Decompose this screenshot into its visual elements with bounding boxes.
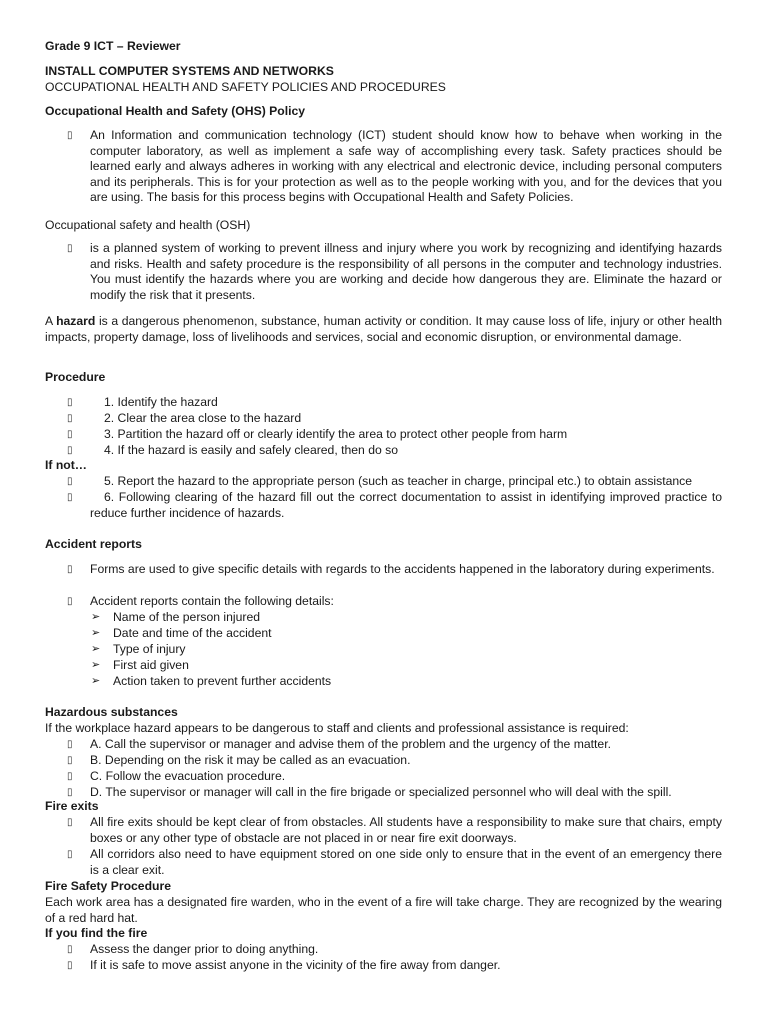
- hazardous-intro: If the workplace hazard appears to be dangerous to staff and clients and professional assistance is required:: [45, 721, 629, 735]
- arrow-bullet-icon: ➢: [91, 627, 101, 639]
- procedure-step: 1. Identify the hazard: [104, 395, 218, 409]
- arrow-bullet-icon: ➢: [91, 643, 101, 655]
- accident-heading: Accident reports: [45, 537, 142, 551]
- arrow-bullet-icon: ➢: [91, 659, 101, 671]
- bullet-icon: ▯: [67, 243, 73, 254]
- bullet-icon: ▯: [67, 739, 73, 750]
- section-title: INSTALL COMPUTER SYSTEMS AND NETWORKS: [45, 64, 334, 78]
- fire-exits-item: All corridors also need to have equipment stored on one side only to ensure that in the event of an emergency there is a clear exit.: [90, 847, 722, 877]
- accident-detail: Date and time of the accident: [113, 626, 272, 640]
- bullet-icon: ▯: [67, 596, 73, 607]
- hazardous-list: [45, 737, 722, 801]
- bullet-icon: ▯: [67, 944, 73, 955]
- fire-exits-heading: Fire exits: [45, 799, 99, 813]
- accident-detail: Name of the person injured: [113, 610, 261, 624]
- hazard-definition: [45, 314, 722, 345]
- bullet-icon: ▯: [67, 413, 73, 424]
- hazardous-item: B. Depending on the risk it may be called as an evacuation.: [90, 753, 411, 767]
- find-fire-list: [45, 942, 722, 974]
- bullet-icon: ▯: [67, 849, 73, 860]
- hazardous-item: C. Follow the evacuation procedure.: [90, 769, 286, 783]
- bullet-icon: ▯: [67, 960, 73, 971]
- procedure-step: 5. Report the hazard to the appropriate person (such as teacher in charge, principal etc.) to obtain assistance: [104, 474, 693, 488]
- fire-safety-heading: Fire Safety Procedure: [45, 879, 171, 893]
- accident-bullet-text: Forms are used to give specific details with regards to the accidents happened in the laboratory during experiments.: [90, 562, 715, 576]
- bullet-icon: ▯: [67, 755, 73, 766]
- bullet-icon: ▯: [67, 787, 73, 798]
- procedure-more-steps: [45, 474, 722, 522]
- hazard-term: hazard: [56, 314, 96, 328]
- hazardous-item: A. Call the supervisor or manager and advise them of the problem and the urgency of the matter.: [90, 737, 611, 751]
- osh-bullet-item: [45, 241, 722, 305]
- fire-exits-item: All fire exits should be kept clear of from obstacles. All students have a responsibility to make sure that chairs, empty boxes or any other type of obstacle are not placed in or near fire exit doorways.: [90, 815, 722, 845]
- osh-heading: Occupational safety and health (OSH): [45, 218, 251, 232]
- find-fire-item: If it is safe to move assist anyone in the vicinity of the fire away from danger.: [90, 958, 501, 972]
- ohs-bullet-text: An Information and communication technology (ICT) student should know how to behave when working in the computer laboratory, as well as implement a safe way of accomplishing every task. Safety practices should be learned early and always adheres in working with any electrical and electronic device, including personal computers and its peripherals. This is for your protection as well as to the people working with you, and for the devices that you are using. The basis for this process begins with Occupational Health and Safety Policies.: [90, 128, 722, 205]
- arrow-bullet-icon: ➢: [91, 611, 101, 623]
- accident-list: [45, 562, 722, 692]
- arrow-bullet-icon: ➢: [91, 675, 101, 687]
- fire-safety-text: Each work area has a designated fire warden, who in the event of a fire will take charge. They are recognized by the wearing of a red hard hat.: [45, 895, 722, 925]
- bullet-icon: ▯: [67, 397, 73, 408]
- find-fire-item: Assess the danger prior to doing anything.: [90, 942, 319, 956]
- ohs-heading: Occupational Health and Safety (OHS) Policy: [45, 104, 306, 118]
- procedure-steps: [45, 395, 722, 459]
- bullet-icon: ▯: [67, 817, 73, 828]
- procedure-step: 2. Clear the area close to the hazard: [104, 411, 302, 425]
- bullet-icon: ▯: [67, 476, 73, 487]
- bullet-icon: ▯: [67, 130, 73, 141]
- procedure-step: 3. Partition the hazard off or clearly identify the area to protect other people from harm: [104, 427, 568, 441]
- accident-detail: Type of injury: [113, 642, 186, 656]
- hazard-prefix: A: [45, 314, 57, 328]
- osh-bullet-text: is a planned system of working to prevent illness and injury where you work by recognizing and identifying hazards and risks. Health and safety procedure is the responsibility of all persons in the computer and technology industries. You must identify the hazards where you are working and decide how dangerous they are. Eliminate the hazard or modify the risk that it presents.: [90, 241, 722, 302]
- accident-bullet-text: Accident reports contain the following details:: [90, 594, 334, 608]
- hazardous-item: D. The supervisor or manager will call in the fire brigade or specialized personnel who will deal with the spill.: [90, 785, 672, 799]
- bullet-icon: ▯: [67, 492, 73, 503]
- procedure-heading: Procedure: [45, 370, 106, 384]
- document-title: Grade 9 ICT – Reviewer: [45, 39, 181, 53]
- bullet-icon: ▯: [67, 771, 73, 782]
- fire-exits-list: [45, 815, 722, 879]
- ohs-bullet-item: [45, 128, 722, 208]
- subsection-title: OCCUPATIONAL HEALTH AND SAFETY POLICIES AND PROCEDURES: [45, 80, 446, 94]
- procedure-step: 6. Following clearing of the hazard fill out the correct documentation to assist in identifying improved practice to reduce further incidence of hazards.: [90, 490, 722, 520]
- hazardous-heading: Hazardous substances: [45, 705, 178, 719]
- accident-detail: Action taken to prevent further accidents: [113, 674, 332, 688]
- bullet-icon: ▯: [67, 429, 73, 440]
- bullet-icon: ▯: [67, 564, 73, 575]
- bullet-icon: ▯: [67, 445, 73, 456]
- hazard-definition-text: is a dangerous phenomenon, substance, human activity or condition. It may cause loss of life, injury or other health impacts, property damage, loss of livelihoods and services, social and economic disruption, or environmental damage.: [45, 314, 722, 344]
- find-fire-heading: If you find the fire: [45, 926, 148, 940]
- if-not-label: If not…: [45, 458, 87, 472]
- procedure-step: 4. If the hazard is easily and safely cleared, then do so: [104, 443, 399, 457]
- accident-detail: First aid given: [113, 658, 189, 672]
